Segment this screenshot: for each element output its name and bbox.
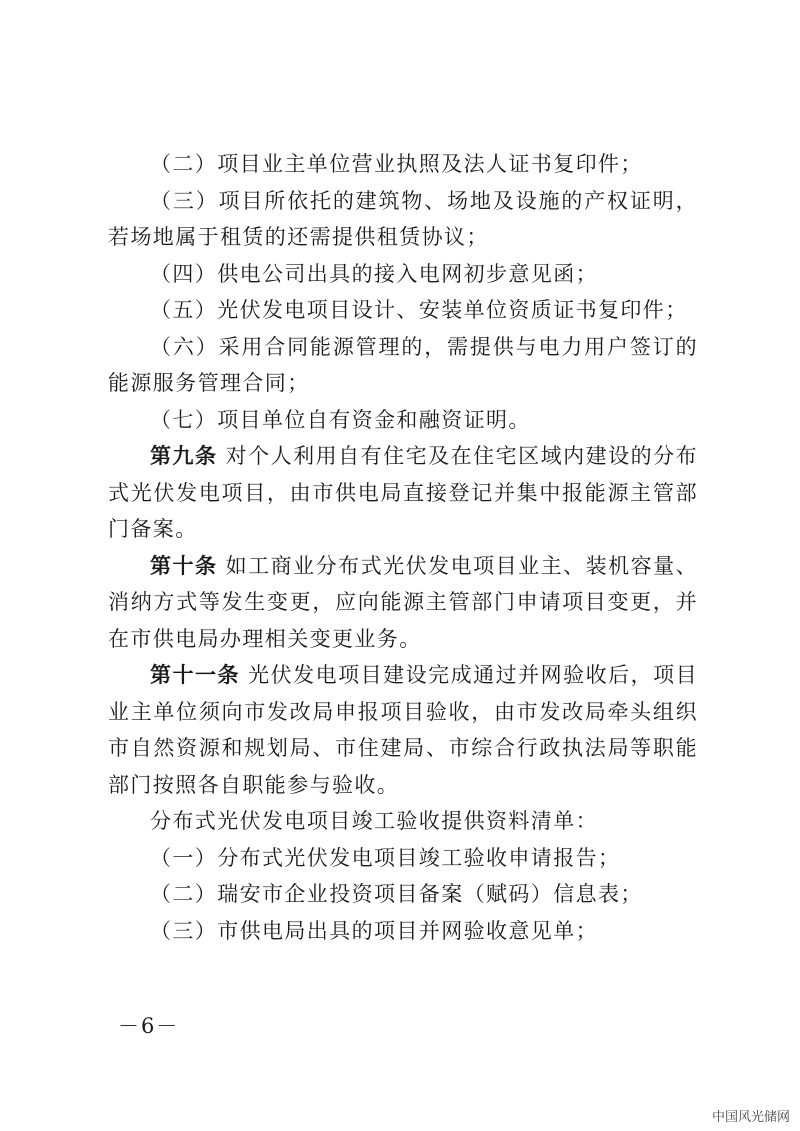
paragraph-text: （三）市供电局出具的项目并网验收意见单； (150, 918, 598, 943)
paragraph (108, 548, 698, 658)
paragraph (108, 292, 698, 329)
paragraph-text: 分布式光伏发电项目竣工验收提供资料清单： (150, 809, 598, 833)
paragraph (108, 329, 698, 402)
paragraph-text: （五）光伏发电项目设计、安装单位资质证书复印件； (150, 298, 688, 322)
article-heading: 第十条 (150, 552, 218, 578)
document-body (108, 146, 698, 949)
paragraph (108, 256, 698, 293)
paragraph-text: （三）项目所依托的建筑物、场地及设施的产权证明，若场地属于租赁的还需提供租赁协议； (108, 188, 698, 249)
paragraph (108, 803, 698, 840)
paragraph-text: （一）分布式光伏发电项目竣工验收申请报告； (150, 845, 621, 870)
page-number: －6－ (118, 1014, 180, 1038)
paragraph (108, 913, 698, 950)
paragraph (108, 657, 698, 803)
article-heading: 第十一条 (150, 662, 240, 687)
paragraph (108, 840, 698, 877)
paragraph-text: （六）采用合同能源管理的，需提供与电力用户签订的能源服务管理合同； (108, 334, 698, 395)
watermark: 中国风光储网 (711, 1110, 790, 1125)
paragraph (108, 146, 698, 183)
paragraph (108, 438, 698, 548)
paragraph-text: （七）项目单位自有资金和融资证明。 (150, 407, 531, 432)
paragraph (108, 402, 698, 439)
paragraph-text: 如工商业分布式光伏发电项目业主、装机容量、消纳方式等发生变更，应向能源主管部门申请项目变更，并在市供电局办理相关变更业务。 (108, 553, 698, 651)
article-heading: 第九条 (150, 443, 218, 468)
paragraph-text: 对个人利用自有住宅及在住宅区域内建设的分布式光伏发电项目，由市供电局直接登记并集中报能源主管部门备案。 (108, 444, 698, 541)
paragraph-text: （二）瑞安市企业投资项目备案（赋码）信息表； (150, 882, 643, 906)
paragraph (108, 876, 698, 913)
paragraph (108, 183, 698, 256)
paragraph-text: 光伏发电项目建设完成通过并网验收后，项目业主单位须向市发改局申报项目验收，由市发改局牵头组织市自然资源和规划局、市住建局、市综合行政执法局等职能部门按照各自职能参与验收。 (108, 663, 699, 797)
paragraph-text: （四）供电公司出具的接入电网初步意见函； (150, 261, 598, 286)
paragraph-text: （二）项目业主单位营业执照及法人证书复印件； (150, 152, 643, 176)
